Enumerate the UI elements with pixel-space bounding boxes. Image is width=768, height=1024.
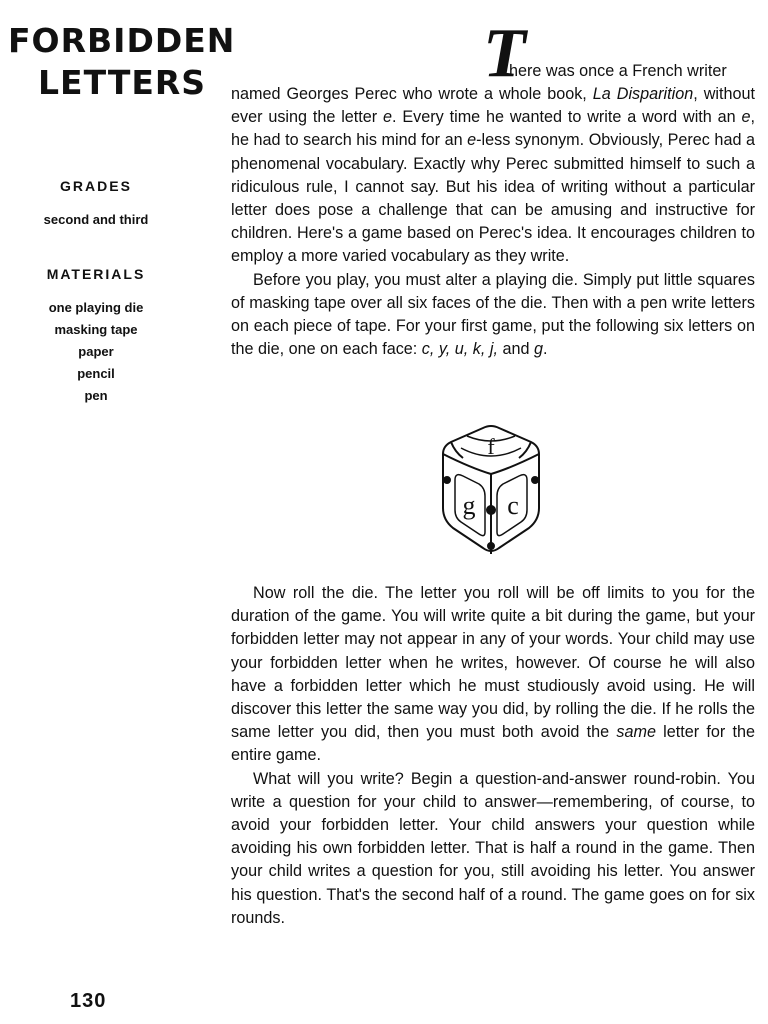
die-left-letter: g bbox=[462, 491, 476, 520]
materials-list bbox=[0, 297, 192, 407]
letter-e: e bbox=[741, 108, 751, 127]
material-item: pen bbox=[84, 388, 108, 403]
page-number: 130 bbox=[70, 990, 107, 1012]
p1-text-e: -less synonym. Obviously, Perec had a phenomenal vocabulary. Exactly why Perec submitted himself to such a ridiculous rule, I cannot say. But his idea of writing without a particular letter does pose a challenge that can be amusing and instructive for children. Here's a game based on Perec's idea. It encourages children to employ a more varied vocabulary as they write. bbox=[231, 131, 755, 266]
p2-text: Before you play, you must alter a playing die. Simply put little squares of masking tape over all six faces of the die. Then with a pen write letters on each piece of tape. For your first game, put the following six letters on the die, one on each face: bbox=[231, 270, 755, 359]
p3-text: Now roll the die. The letter you roll will be off limits to you for the duration of the game. You will write quite a bit during the game, but your forbidden letter may not appear in any of your words. Your child may use your forbidden letter when he writes, however. Of course he will also have a forbidden letter which he must studiously avoid using. He will discover this letter the same way you did, by rolling the die. If he rolls the same letter you did, then you must both avoid the bbox=[231, 584, 755, 742]
die-top-letter: f bbox=[487, 434, 495, 459]
die-letters: c, y, u, k, j, bbox=[421, 340, 498, 359]
paragraph-3 bbox=[231, 582, 755, 930]
sidebar bbox=[0, 0, 236, 1024]
first-line: here was once a French writer bbox=[509, 62, 727, 80]
die-right-letter: c bbox=[507, 491, 519, 520]
material-item: one playing die bbox=[48, 300, 144, 315]
book-title: La Disparition bbox=[592, 85, 694, 103]
p4-text: What will you write? Begin a question-and-answer round-robin. You write a question for your child to answer—remembering, of course, to avoid your forbidden letter. Your child answers your question while avoiding his own forbidden letter. That is half a round in the game. Then your child writes a question for you, still avoiding his letter. You answer his question. That's the second half of a round. The game goes on for six rounds. bbox=[231, 769, 755, 927]
letter-e: e bbox=[467, 131, 477, 150]
die-illustration bbox=[431, 420, 551, 560]
material-item: masking tape bbox=[54, 322, 138, 337]
p3-end: letter for the entire game. bbox=[231, 723, 755, 765]
paragraph-1 bbox=[231, 15, 755, 361]
title-line-2: LETTERS bbox=[38, 63, 207, 102]
p2-end: . bbox=[542, 340, 548, 359]
grades-value: second and third bbox=[43, 212, 149, 227]
activity-title bbox=[0, 20, 236, 104]
materials-heading: MATERIALS bbox=[46, 266, 146, 282]
word-same: same bbox=[616, 723, 656, 742]
material-item: paper bbox=[78, 344, 114, 359]
die-letter-g: g bbox=[533, 340, 543, 359]
p2-and: and bbox=[497, 340, 534, 359]
letter-e: e bbox=[383, 108, 393, 127]
p1-text-b: , without ever using the letter bbox=[231, 85, 755, 127]
p1-text-c: . Every time he wanted to write a word with an bbox=[392, 108, 742, 127]
material-item: pencil bbox=[77, 366, 115, 381]
p1-text-d: , he had to search his mind for an bbox=[231, 108, 755, 150]
title-line-1: FORBIDDEN bbox=[8, 21, 236, 60]
drop-cap: T bbox=[483, 15, 526, 92]
p1-text-a: named Georges Perec who wrote a whole book, bbox=[231, 85, 593, 103]
grades-heading: GRADES bbox=[60, 178, 132, 194]
